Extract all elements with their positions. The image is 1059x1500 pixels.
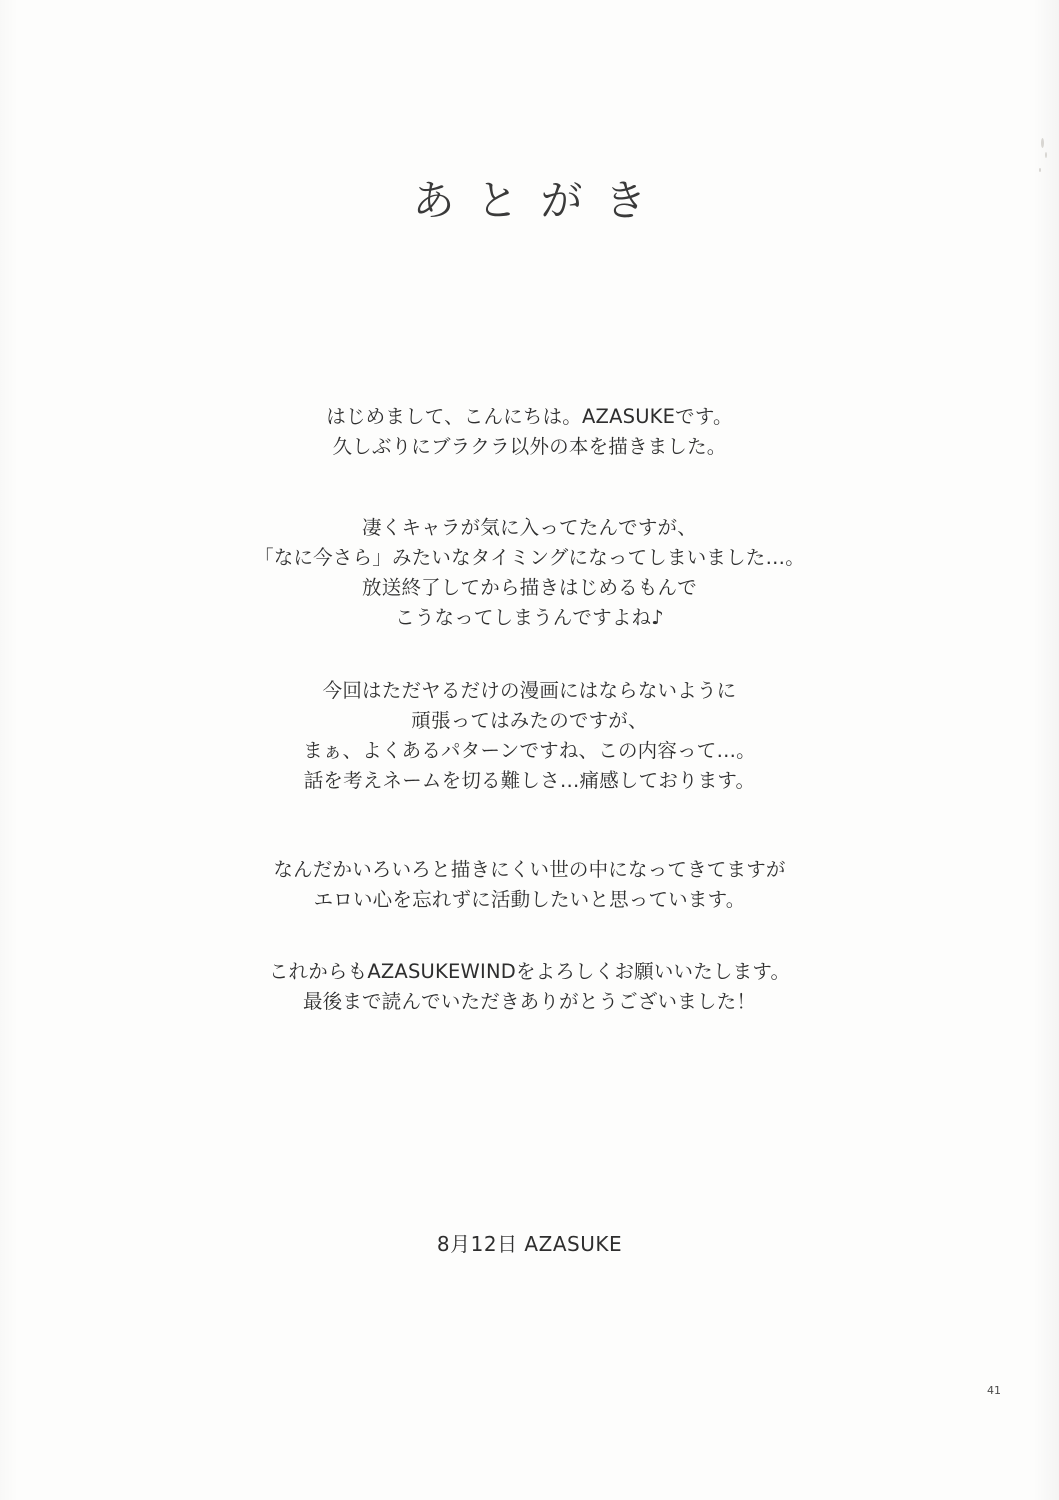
paragraph-closing <box>0 957 1059 1017</box>
paragraph-line: 頑張ってはみたのですが、 <box>411 709 648 732</box>
page-title: あとがき <box>412 176 669 225</box>
paragraph-world <box>0 855 1059 915</box>
paper-speck <box>1041 138 1044 148</box>
paragraph-line: はじめまして、こんにちは。AZASUKEです。 <box>326 405 733 428</box>
paragraph-manga <box>0 676 1059 796</box>
paragraph-intro <box>0 402 1059 462</box>
paragraph-line: 放送終了してから描きはじめるもんで <box>362 576 697 599</box>
signature: 8月12日 AZASUKE <box>436 1232 623 1256</box>
paragraph-line: 話を考えネームを切る難しさ…痛感しております。 <box>303 769 756 792</box>
paragraph-line: こうなってしまうんですよね♪ <box>395 606 664 629</box>
paper-speck <box>1045 152 1047 158</box>
paragraph-character <box>0 513 1059 633</box>
paragraph-line: 今回はただヤるだけの漫画にはならないように <box>322 679 737 702</box>
paragraph-line: 凄くキャラが気に入ってたんですが、 <box>362 516 697 539</box>
page-number: 41 <box>987 1384 1001 1397</box>
paragraph-line: 最後まで読んでいただきありがとうございました！ <box>302 990 757 1013</box>
paragraph-line: 「なに今さら」みたいなタイミングになってしまいました…。 <box>254 546 805 569</box>
paragraph-line: エロい心を忘れずに活動したいと思っています。 <box>313 888 746 911</box>
paragraph-line: なんだかいろいろと描きにくい世の中になってきてますが <box>273 858 786 881</box>
paragraph-line: 久しぶりにブラクラ以外の本を描きました。 <box>332 435 727 458</box>
paragraph-line: これからもAZASUKEWINDをよろしくお願いいたします。 <box>268 960 791 983</box>
paragraph-line: まぁ、よくあるパターンですね、この内容って…。 <box>303 739 756 762</box>
